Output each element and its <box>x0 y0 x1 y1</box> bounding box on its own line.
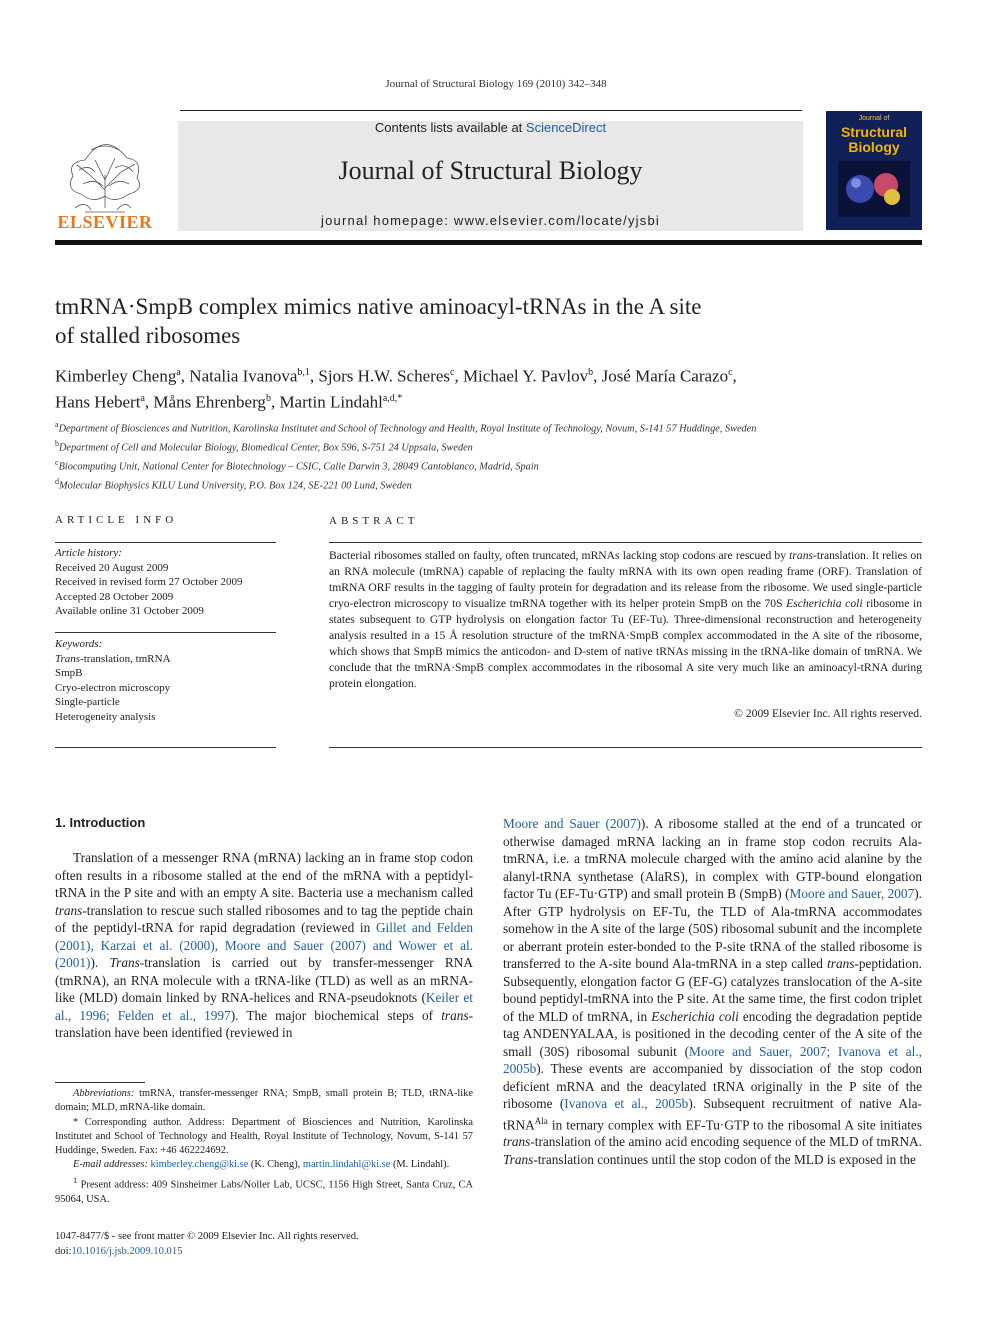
article-history <box>55 546 276 619</box>
bottom-info <box>55 1230 475 1259</box>
author-list: Kimberley Cheng$^a$, Natalia Ivanova$^{b,1}$, Sjors H.W. Scheres$^c$, Michael Y. Pavlov$^b$, José María Carazo$^c$, Hans Hebert$^a$, Måns Ehrenberg$^b$, Martin Lindahl$^{a,d,*}$ <box>55 366 737 412</box>
reference-link[interactable]: Moore and Sauer (2007) <box>503 816 641 831</box>
article-info-heading: ARTICLE INFO <box>55 514 178 526</box>
reference-link[interactable]: Moore and Sauer, 2007; Ivanova et al., 2005b <box>503 1043 922 1076</box>
author[interactable]: José María Carazo <box>601 366 729 386</box>
reference-link[interactable]: Keiler et al., 1996; Felden et al., 1997 <box>55 990 473 1023</box>
keyword-item <box>55 652 276 667</box>
reference-link[interactable]: Moore and Sauer, 2007 <box>789 886 915 901</box>
article-info-bottom-rule <box>55 747 276 748</box>
intro-seg: ). After GTP hydrolysis on EF-Tu, the TLD of Ala-tmRNA accommodates somehow in the A site of the large (50S) ribosomal subunit and the incomplete or aberrant protein ester-bonded to the P-site tRNA of the stalled ribosome is transferred to the A-site bound Ala-tmRNA in a step called <box>503 886 922 971</box>
affil-text: Biocomputing Unit, National Center for Biotechnology – CSIC, Calle Darwin 3, 28049 Cantoblanco, Madrid, Spain <box>58 461 539 473</box>
history-item: Available online 31 October 2009 <box>55 605 204 618</box>
doi-line <box>55 1245 475 1260</box>
contents-prefix: Contents lists available at <box>374 120 526 135</box>
affil-text: Molecular Biophysics KILU Lund University, P.O. Box 124, SE-221 00 Lund, Sweden <box>59 480 412 492</box>
history-item: Received 20 August 2009 <box>55 561 169 574</box>
fn-text: Present address: 409 Sinsheimer Labs/Noller Lab, UCSC, 1156 High Street, Santa Cruz, CA 95064, USA. <box>55 1179 473 1205</box>
doi-prefix: doi: <box>55 1245 72 1257</box>
intro-seg: Escherichia coli <box>651 1008 739 1024</box>
intro-seg: in ternary complex with EF-Tu·GTP to the ribosomal A site initiates <box>547 1116 922 1132</box>
intro-seg: encoding the degradation peptide tag ANDENYALAA, is positioned in the decoding center of the A site of the small (30S) ribosomal subunit ( <box>503 1008 923 1059</box>
author-sup: b <box>265 392 271 404</box>
journal-title: Journal of Structural Biology <box>338 156 643 185</box>
fn-text: (K. Cheng), <box>248 1159 303 1171</box>
doi-link[interactable]: 10.1016/j.jsb.2009.10.015 <box>71 1245 183 1257</box>
journal-homepage[interactable]: journal homepage: www.elsevier.com/locate/yjsbi <box>321 213 660 228</box>
author[interactable]: Natalia Ivanova <box>189 366 298 386</box>
intro-seg: trans <box>441 1007 469 1023</box>
fn-text: (M. Lindahl). <box>390 1159 450 1171</box>
keyword-item: SmpB <box>55 667 83 680</box>
keyword-item: Cryo-electron microscopy <box>55 681 171 694</box>
footnote-corresponding <box>55 1116 473 1159</box>
abstract-copyright: © 2009 Elsevier Inc. All rights reserved. <box>734 707 922 720</box>
keywords-label: Keywords: <box>55 638 103 650</box>
title-line1: tmRNA·SmpB complex mimics native aminoacyl-tRNAs in the A site <box>55 294 702 319</box>
affil-sup: b <box>55 438 59 448</box>
keyword-italic: Trans <box>55 652 81 665</box>
abstract-rule <box>329 542 922 543</box>
keyword-item: Single-particle <box>55 696 120 709</box>
abstract-seg: Bacterial ribosomes stalled on faulty, often truncated, mRNAs lacking stop codons are rescued by <box>329 549 790 562</box>
intro-seg: trans <box>827 956 855 971</box>
email-link[interactable]: martin.lindahl@ki.se <box>302 1159 391 1171</box>
intro-seg: -translation is carried out by transfer-messenger RNA (tmRNA), an RNA molecule with a tRNA-like (TLD) as well as an mRNA-like (MLD) domain linked by RNA-helices and RNA-pseudoknots ( <box>55 955 474 1005</box>
affil-sup: c <box>55 457 59 467</box>
author[interactable]: Martin Lindahl <box>279 392 383 412</box>
reference-link[interactable]: Gillet and Felden (2001), Karzai et al. (2000), Moore and Sauer (2007) and Wower et al. (2001) <box>55 920 473 970</box>
keyword-item: Heterogeneity analysis <box>55 710 156 723</box>
affil-sup: d <box>55 476 59 486</box>
intro-seg: -peptidation. Subsequently, elongation factor G (EF-G) catalyzes translocation of the A-site bound peptidyl-tmRNA into the P site. At the same time, the first codon triplet of the MLD of tmRNA, in <box>503 956 922 1024</box>
intro-seg: ). These events are accompanied by dissociation of the stop codon deficient mRNA and the deacylated tRNA originally in the P site of the ribosome ( <box>503 1061 922 1111</box>
reference-link[interactable]: Ivanova et al., 2005b <box>564 1096 689 1111</box>
article-info-rule <box>55 542 276 543</box>
abstract-seg: ribosome in states subsequent to GTP hydrolysis on elongation factor Tu (EF-Tu). Three-dimensional reconstruction and heterogeneity analysis resulted in a 15 Å resolution structure of the tmRNA·SmpB complex accommodated in the A site of the ribosome, which shows that SmpB mimics the anticodon- and D-stem of native tRNAs missing in the tRNA-like domain of tmRNA. We conclude that the tmRNA·SmpB complex accommodates in the ribosomal A site very much like an aminoacyl-tRNA during protein elongation. <box>329 597 923 690</box>
abstract-text <box>329 548 922 692</box>
affiliation <box>55 475 925 494</box>
keywords <box>55 637 276 725</box>
author-sup: c <box>728 367 733 378</box>
intro-seg: ). The major biochemical steps of <box>230 1007 442 1023</box>
header-thick-rule <box>55 240 922 245</box>
email-link[interactable]: kimberley.cheng@ki.se <box>150 1159 249 1171</box>
contents-line <box>178 120 803 135</box>
cover-line1: Journal of <box>858 115 890 122</box>
fn-text: Corresponding author. Address: Department of Biosciences and Nutrition, Karolinska Institutet and School of Technology and Health, Royal Institute of Technology, Novum, S-141 57 Huddinge, Sweden. Fax: +46 462224692. <box>55 1116 473 1157</box>
header-rule <box>180 110 802 111</box>
issn-line: 1047-8477/$ - see front matter © 2009 Elsevier Inc. All rights reserved. <box>55 1231 359 1242</box>
cover-line3: Biology <box>848 139 900 155</box>
fn-mark: 1 <box>73 1174 78 1185</box>
author-sup: b <box>588 367 594 378</box>
fn-mark: * <box>73 1116 79 1128</box>
fn-label: Abbreviations: <box>73 1088 135 1099</box>
author-sup: a <box>140 392 145 404</box>
affil-sup: a <box>55 420 59 429</box>
affiliation <box>55 418 925 437</box>
author-sup: a <box>176 367 181 378</box>
intro-left-column <box>55 849 473 1042</box>
author-sup: a,d,* <box>382 392 403 404</box>
intro-heading: 1. Introduction <box>55 815 146 830</box>
intro-seg: -translation of the amino acid encoding sequence of the MLD of tmRNA. <box>530 1134 922 1150</box>
footnote-present-address <box>55 1173 473 1207</box>
affiliations <box>55 418 925 494</box>
author[interactable]: Sjors H.W. Scheres <box>318 366 450 386</box>
journal-citation: Journal of Structural Biology 169 (2010) 342–348 <box>385 78 607 90</box>
intro-seg: trans <box>503 1134 531 1150</box>
intro-seg: ). Subsequent recruitment of native Ala-tRNA <box>503 1096 922 1132</box>
intro-seg: Translation of a messenger RNA (mRNA) lacking an in frame stop codon often results in a ribosome stalled at the end of the mRNA with a peptidyl-tRNA in the P site and with an empty A site. Bacteria use a mechanism called <box>55 850 473 900</box>
intro-seg: Trans <box>503 1151 534 1167</box>
author-sup: b,1 <box>297 367 310 378</box>
footnotes <box>55 1087 473 1207</box>
intro-seg: ). <box>90 955 110 970</box>
journal-cover-thumbnail <box>826 111 922 230</box>
affil-text: Department of Biosciences and Nutrition, Karolinska Institutet and School of Technology and Health, Royal Institute of Technology, Novum, S-141 57 Huddinge, Sweden <box>58 423 757 435</box>
history-item: Accepted 28 October 2009 <box>55 590 174 603</box>
keywords-rule <box>55 632 276 633</box>
article-title <box>55 292 915 350</box>
footnote-abbreviations <box>55 1087 473 1116</box>
author[interactable]: Kimberley Cheng <box>55 366 177 386</box>
abstract-bottom-rule <box>329 747 922 748</box>
sciencedirect-link[interactable]: ScienceDirect <box>525 120 607 135</box>
elsevier-wordmark: ELSEVIER <box>57 212 153 232</box>
intro-sup: Ala <box>534 1115 548 1126</box>
history-item: Received in revised form 27 October 2009 <box>55 576 243 589</box>
author[interactable]: Michael Y. Pavlov <box>462 366 589 386</box>
fn-label: E-mail addresses: <box>73 1159 148 1171</box>
intro-seg: -translation to rescue such stalled ribosomes and to tag the peptide chain of the peptidyl-tRNA for rapid degradation (reviewed in <box>55 902 473 935</box>
abstract-seg: trans <box>789 549 814 562</box>
intro-seg: -translation continues until the stop codon of the MLD is exposed in the <box>533 1151 916 1167</box>
intro-seg: trans <box>55 902 83 918</box>
intro-seg: Trans <box>109 955 140 970</box>
abstract-heading: ABSTRACT <box>329 515 419 527</box>
cover-line2: Structural <box>840 124 908 140</box>
keyword-rest: -translation, tmRNA <box>80 652 171 665</box>
title-line2: of stalled ribosomes <box>55 323 241 348</box>
affiliation <box>55 437 925 456</box>
abstract-seg: -translation. It relies on an RNA molecule (tmRNA) capable of replacing the faulty mRNA with its own open reading frame (ORF). Translation of tmRNA ORF results in the tagging of faulty protein for degradation and its release from the ribosome. We used single-particle cryo-electron microscopy to visualize tmRNA together with its helper protein SmpB on the 70S <box>329 549 922 610</box>
author-sup: c <box>449 367 455 378</box>
intro-seg: -translation have been identified (reviewed in <box>55 1007 474 1040</box>
footnote-email <box>55 1158 473 1172</box>
author[interactable]: Måns Ehrenberg <box>153 392 266 412</box>
cover-title <box>826 125 922 155</box>
footnote-rule <box>55 1082 145 1083</box>
affiliation <box>55 456 925 475</box>
abstract-seg: Escherichia coli <box>786 597 863 610</box>
history-label: Article history: <box>55 547 122 559</box>
cover-image <box>838 161 910 217</box>
fn-text: tmRNA, transfer-messenger RNA; SmpB, small protein B; TLD, tRNA-like domain; MLD, mRNA-like domain. <box>55 1088 473 1114</box>
affil-text: Department of Cell and Molecular Biology, Biomedical Center, Box 596, S-751 24 Uppsala, Sweden <box>59 442 473 454</box>
author[interactable]: Hans Hebert <box>55 392 141 412</box>
intro-seg: ). A ribosome stalled at the end of a truncated or otherwise damaged mRNA lacking an in frame stop codon recruits Ala-tmRNA, i.e. a tmRNA molecule charged with the amino acid alanine by the alanyl-tRNA synthetase (AlaRS), in complex with GTP-bound elongation factor Tu (EF-Tu·GTP) and small protein B (SmpB) ( <box>503 816 922 901</box>
intro-right-column <box>503 815 922 1168</box>
